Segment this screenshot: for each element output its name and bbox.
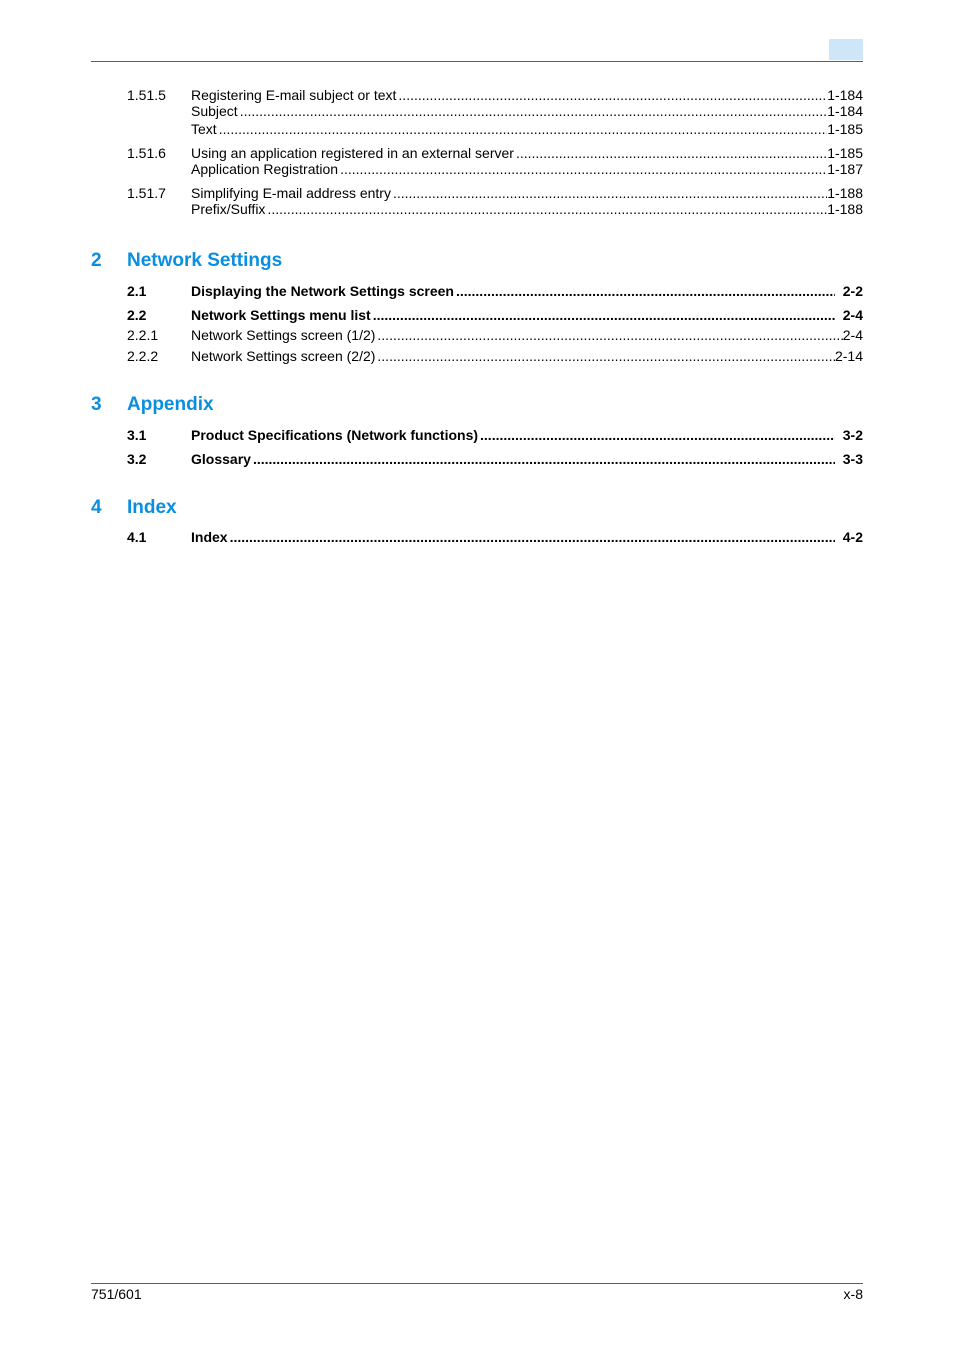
toc-entry-title: Text [191, 121, 217, 137]
chapter-title: Network Settings [127, 250, 283, 271]
footer-model: 751/601 [91, 1286, 142, 1302]
toc-entry-number: 2.2 [127, 307, 147, 323]
toc-entry-title: Network Settings screen (2/2) [191, 348, 376, 364]
dot-leader [230, 529, 835, 546]
dot-leader [373, 307, 835, 324]
toc-entry-page: 1-184 [827, 87, 863, 103]
dot-leader [398, 87, 827, 104]
chapter-number: 4 [91, 497, 102, 518]
header-rule [91, 61, 863, 62]
toc-entry-page: 2-14 [834, 348, 863, 364]
toc-entry-title: Simplifying E-mail address entry [191, 185, 391, 201]
chapter-number: 2 [91, 250, 102, 271]
toc-entry-title: Displaying the Network Settings screen [191, 283, 454, 299]
toc-entry-title: Product Specifications (Network functions) [191, 427, 479, 443]
toc-entry-title: Network Settings menu list [191, 307, 371, 323]
toc-entry-page: 1-188 [827, 185, 863, 201]
toc-entry-number: 1.51.7 [127, 185, 166, 201]
toc-entry-number: 2.2.2 [127, 348, 159, 364]
toc-entry-title: Prefix/Suffix [191, 201, 266, 217]
toc-entry-page: 1-188 [827, 201, 863, 217]
dot-leader [219, 121, 828, 138]
toc-entry-page: 4-2 [842, 529, 863, 545]
toc-entry-title: Application Registration [191, 161, 339, 177]
header-tab [829, 39, 863, 60]
chapter-title: Appendix [127, 394, 214, 415]
toc-entry-number: 4.1 [127, 529, 147, 545]
toc-entry-title: Index [191, 529, 228, 545]
toc-entry-page: 3-3 [842, 451, 863, 467]
toc-entry-page: 3-2 [842, 427, 863, 443]
toc-entry-number: 2.1 [127, 283, 147, 299]
toc-entry-page: 1-185 [827, 121, 863, 137]
dot-leader [240, 103, 827, 120]
toc-entry-title: Using an application registered in an external server [191, 145, 514, 161]
dot-leader [393, 185, 827, 202]
dot-leader [456, 283, 835, 300]
toc-entry-page: 2-2 [842, 283, 863, 299]
chapter-title: Index [127, 497, 177, 518]
chapter-number: 3 [91, 394, 102, 415]
footer-rule [91, 1283, 863, 1284]
dot-leader [377, 327, 842, 344]
toc-entry-number: 1.51.6 [127, 145, 166, 161]
toc-entry-page: 2-4 [842, 327, 863, 343]
toc-entry-number: 1.51.5 [127, 87, 166, 103]
dot-leader [253, 451, 835, 468]
toc-entry-title: Network Settings screen (1/2) [191, 327, 376, 343]
dot-leader [516, 145, 827, 162]
dot-leader [340, 161, 827, 178]
dot-leader [480, 427, 835, 444]
dot-leader [267, 201, 827, 218]
toc-entry-page: 2-4 [842, 307, 863, 323]
toc-entry-page: 1-187 [827, 161, 863, 177]
toc-entry-number: 3.2 [127, 451, 147, 467]
toc-entry-number: 2.2.1 [127, 327, 159, 343]
toc-entry-page: 1-184 [827, 103, 863, 119]
toc-entry-title: Glossary [191, 451, 251, 467]
toc-entry-title: Registering E-mail subject or text [191, 87, 397, 103]
footer-page-number: x-8 [843, 1286, 863, 1302]
dot-leader [377, 348, 835, 365]
toc-entry-page: 1-185 [827, 145, 863, 161]
toc-entry-title: Subject [191, 103, 238, 119]
toc-entry-number: 3.1 [127, 427, 147, 443]
